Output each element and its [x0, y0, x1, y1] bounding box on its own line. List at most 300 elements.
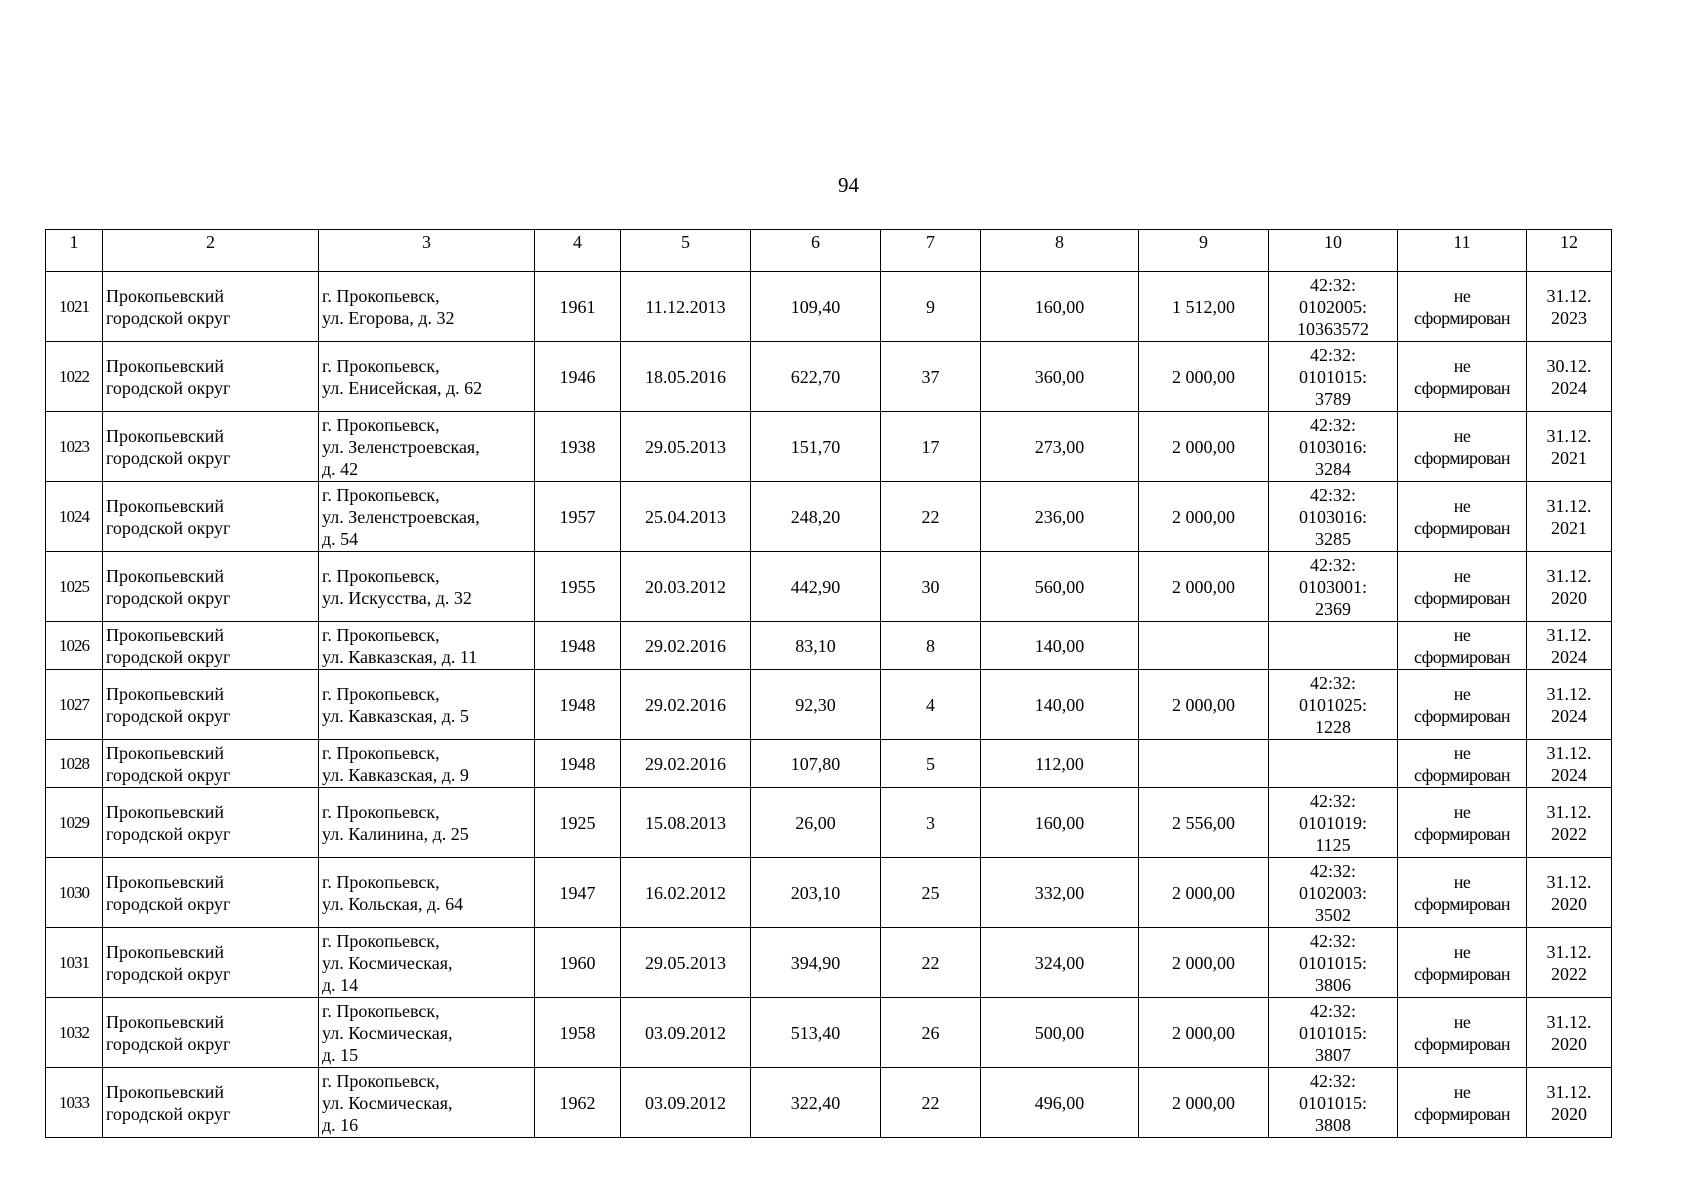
deadline-cell [1527, 622, 1612, 670]
deadline-cell-line: 2020 [1551, 1103, 1587, 1124]
municipality-cell-line: городской округ [106, 823, 231, 844]
cadastral-number-cell-line: 3502 [1315, 904, 1351, 925]
row-number: 1024 [46, 482, 103, 552]
status-cell-line: не [1453, 1081, 1471, 1102]
address-cell [319, 1068, 535, 1138]
cadastral-number-cell [1269, 1068, 1398, 1138]
column-9-cell: 2 000,00 [1139, 858, 1269, 928]
address-cell-line: г. Прокопьевск, [322, 1000, 440, 1021]
status-cell [1398, 788, 1527, 858]
column-9-cell: 2 000,00 [1139, 482, 1269, 552]
cadastral-number-cell-line: 42:32: [1309, 1000, 1356, 1021]
cadastral-number-cell-line: 0103016: [1298, 506, 1367, 527]
table-row [46, 788, 1612, 858]
area-cell: 83,10 [751, 622, 881, 670]
column-9-cell: 2 000,00 [1139, 412, 1269, 482]
status-cell-line: не [1453, 801, 1471, 822]
table-row [46, 740, 1612, 788]
municipality-cell [103, 928, 319, 998]
status-cell [1398, 670, 1527, 740]
address-cell [319, 552, 535, 622]
address-cell [319, 928, 535, 998]
column-8-cell: 160,00 [981, 788, 1139, 858]
municipality-cell-line: Прокопьевский [106, 495, 225, 516]
year-cell: 1958 [535, 998, 621, 1068]
residents-cell: 22 [881, 928, 981, 998]
address-cell-line: д. 15 [322, 1044, 359, 1065]
column-header: 8 [981, 230, 1139, 272]
column-8-cell: 496,00 [981, 1068, 1139, 1138]
column-8-cell: 160,00 [981, 272, 1139, 342]
column-9-cell [1139, 622, 1269, 670]
address-cell [319, 272, 535, 342]
municipality-cell-line: Прокопьевский [106, 1011, 225, 1032]
deadline-cell-line: 31.12. [1546, 285, 1592, 306]
address-cell [319, 858, 535, 928]
column-header: 4 [535, 230, 621, 272]
cadastral-number-cell-line: 42:32: [1309, 672, 1356, 693]
status-cell-line: сформирован [1414, 1103, 1510, 1124]
column-header: 6 [751, 230, 881, 272]
area-cell: 203,10 [751, 858, 881, 928]
column-8-cell: 140,00 [981, 670, 1139, 740]
cadastral-number-cell-line: 3808 [1315, 1114, 1351, 1135]
deadline-cell-line: 2022 [1551, 823, 1587, 844]
year-cell: 1925 [535, 788, 621, 858]
deadline-cell-line: 2022 [1551, 963, 1587, 984]
cadastral-number-cell [1269, 622, 1398, 670]
table-body [46, 272, 1612, 1138]
cadastral-number-cell-line: 42:32: [1309, 860, 1356, 881]
column-9-cell: 2 000,00 [1139, 552, 1269, 622]
status-cell-line: не [1453, 565, 1471, 586]
residents-cell: 8 [881, 622, 981, 670]
table-row [46, 670, 1612, 740]
cadastral-number-cell-line: 0103016: [1298, 436, 1367, 457]
municipality-cell [103, 482, 319, 552]
address-cell-line: ул. Искусства, д. 32 [322, 587, 472, 608]
address-cell-line: г. Прокопьевск, [322, 930, 440, 951]
area-cell: 442,90 [751, 552, 881, 622]
residents-cell: 25 [881, 858, 981, 928]
status-cell [1398, 1068, 1527, 1138]
municipality-cell-line: городской округ [106, 447, 231, 468]
address-cell-line: ул. Зеленстроевская, [322, 506, 480, 527]
deadline-cell-line: 2024 [1551, 764, 1587, 785]
cadastral-number-cell [1269, 928, 1398, 998]
date-cell: 15.08.2013 [621, 788, 751, 858]
column-9-cell: 1 512,00 [1139, 272, 1269, 342]
cadastral-number-cell-line: 3789 [1315, 388, 1351, 409]
address-cell-line: г. Прокопьевск, [322, 624, 440, 645]
residents-cell: 22 [881, 482, 981, 552]
deadline-cell-line: 31.12. [1546, 1081, 1592, 1102]
cadastral-number-cell-line: 42:32: [1309, 930, 1356, 951]
address-cell-line: д. 14 [322, 974, 359, 995]
status-cell-line: сформирован [1414, 447, 1510, 468]
year-cell: 1957 [535, 482, 621, 552]
municipality-cell [103, 342, 319, 412]
header-row [46, 230, 1612, 272]
municipality-cell-line: городской округ [106, 705, 231, 726]
status-cell [1398, 740, 1527, 788]
cadastral-number-cell [1269, 998, 1398, 1068]
deadline-cell [1527, 412, 1612, 482]
cadastral-number-cell-line: 42:32: [1309, 274, 1356, 295]
column-9-cell: 2 000,00 [1139, 928, 1269, 998]
municipality-cell-line: Прокопьевский [106, 941, 225, 962]
column-header: 2 [103, 230, 319, 272]
municipality-cell [103, 1068, 319, 1138]
deadline-cell [1527, 552, 1612, 622]
cadastral-number-cell [1269, 272, 1398, 342]
page-number: 94 [838, 173, 859, 197]
residents-cell: 17 [881, 412, 981, 482]
address-cell [319, 670, 535, 740]
status-cell-line: не [1453, 355, 1471, 376]
column-8-cell: 500,00 [981, 998, 1139, 1068]
address-cell-line: ул. Енисейская, д. 62 [322, 377, 483, 398]
cadastral-number-cell [1269, 342, 1398, 412]
area-cell: 26,00 [751, 788, 881, 858]
cadastral-number-cell-line: 42:32: [1309, 344, 1356, 365]
address-cell-line: г. Прокопьевск, [322, 414, 440, 435]
address-cell-line: ул. Космическая, [322, 952, 453, 973]
address-cell [319, 740, 535, 788]
year-cell: 1948 [535, 670, 621, 740]
status-cell-line: сформирован [1414, 377, 1510, 398]
area-cell: 622,70 [751, 342, 881, 412]
cadastral-number-cell-line: 0101015: [1298, 1092, 1367, 1113]
status-cell-line: не [1453, 941, 1471, 962]
cadastral-number-cell-line: 2369 [1315, 598, 1351, 619]
deadline-cell [1527, 342, 1612, 412]
address-cell [319, 482, 535, 552]
table-row [46, 412, 1612, 482]
cadastral-number-cell-line: 3285 [1315, 528, 1351, 549]
date-cell: 03.09.2012 [621, 1068, 751, 1138]
municipality-cell-line: городской округ [106, 517, 231, 538]
address-cell-line: ул. Кольская, д. 64 [322, 893, 464, 914]
address-cell-line: д. 16 [322, 1114, 359, 1135]
deadline-cell [1527, 272, 1612, 342]
year-cell: 1948 [535, 622, 621, 670]
deadline-cell [1527, 998, 1612, 1068]
address-cell [319, 412, 535, 482]
status-cell-line: не [1453, 871, 1471, 892]
row-number: 1026 [46, 622, 103, 670]
deadline-cell-line: 30.12. [1546, 355, 1592, 376]
status-cell [1398, 342, 1527, 412]
year-cell: 1962 [535, 1068, 621, 1138]
municipality-cell-line: Прокопьевский [106, 425, 225, 446]
column-header: 3 [319, 230, 535, 272]
column-8-cell: 236,00 [981, 482, 1139, 552]
status-cell-line: сформирован [1414, 963, 1510, 984]
year-cell: 1960 [535, 928, 621, 998]
residents-cell: 9 [881, 272, 981, 342]
status-cell-line: сформирован [1414, 587, 1510, 608]
column-8-cell: 560,00 [981, 552, 1139, 622]
status-cell-line: сформирован [1414, 1033, 1510, 1054]
municipality-cell [103, 272, 319, 342]
address-cell [319, 622, 535, 670]
status-cell [1398, 928, 1527, 998]
address-cell-line: г. Прокопьевск, [322, 285, 440, 306]
cadastral-number-cell-line: 0102003: [1298, 882, 1367, 903]
cadastral-number-cell-line: 3806 [1315, 974, 1351, 995]
deadline-cell [1527, 740, 1612, 788]
status-cell-line: сформирован [1414, 823, 1510, 844]
address-cell-line: г. Прокопьевск, [322, 484, 440, 505]
deadline-cell [1527, 1068, 1612, 1138]
deadline-cell [1527, 928, 1612, 998]
deadline-cell-line: 31.12. [1546, 1011, 1592, 1032]
deadline-cell-line: 2024 [1551, 646, 1587, 667]
column-header: 11 [1398, 230, 1527, 272]
date-cell: 03.09.2012 [621, 998, 751, 1068]
municipality-cell-line: городской округ [106, 1033, 231, 1054]
table-row [46, 622, 1612, 670]
status-cell-line: не [1453, 285, 1471, 306]
municipality-cell-line: Прокопьевский [106, 742, 225, 763]
cadastral-number-cell [1269, 412, 1398, 482]
municipality-cell [103, 552, 319, 622]
deadline-cell-line: 31.12. [1546, 683, 1592, 704]
cadastral-number-cell-line: 0102005: [1298, 296, 1367, 317]
deadline-cell [1527, 858, 1612, 928]
municipality-cell [103, 740, 319, 788]
address-cell-line: г. Прокопьевск, [322, 1070, 440, 1091]
cadastral-number-cell [1269, 552, 1398, 622]
status-cell [1398, 272, 1527, 342]
row-number: 1029 [46, 788, 103, 858]
column-9-cell [1139, 740, 1269, 788]
cadastral-number-cell-line: 42:32: [1309, 790, 1356, 811]
table-row [46, 272, 1612, 342]
table-row [46, 552, 1612, 622]
municipality-cell [103, 670, 319, 740]
deadline-cell-line: 31.12. [1546, 425, 1592, 446]
area-cell: 248,20 [751, 482, 881, 552]
address-cell-line: ул. Кавказская, д. 9 [322, 764, 469, 785]
year-cell: 1938 [535, 412, 621, 482]
column-header: 10 [1269, 230, 1398, 272]
residents-cell: 3 [881, 788, 981, 858]
deadline-cell [1527, 482, 1612, 552]
cadastral-number-cell-line: 0101015: [1298, 366, 1367, 387]
cadastral-number-cell-line: 1228 [1315, 716, 1351, 737]
status-cell [1398, 858, 1527, 928]
deadline-cell-line: 2021 [1551, 447, 1587, 468]
residents-cell: 22 [881, 1068, 981, 1138]
cadastral-number-cell-line: 10363572 [1297, 318, 1369, 339]
column-8-cell: 360,00 [981, 342, 1139, 412]
status-cell [1398, 482, 1527, 552]
cadastral-number-cell [1269, 858, 1398, 928]
housing-registry-table [45, 229, 1612, 1138]
table-row [46, 342, 1612, 412]
status-cell-line: не [1453, 624, 1471, 645]
municipality-cell-line: Прокопьевский [106, 624, 225, 645]
cadastral-number-cell-line: 42:32: [1309, 484, 1356, 505]
municipality-cell-line: Прокопьевский [106, 355, 225, 376]
area-cell: 513,40 [751, 998, 881, 1068]
deadline-cell [1527, 670, 1612, 740]
column-header: 5 [621, 230, 751, 272]
residents-cell: 5 [881, 740, 981, 788]
cadastral-number-cell-line: 0103001: [1298, 576, 1367, 597]
cadastral-number-cell-line: 3807 [1315, 1044, 1351, 1065]
address-cell-line: ул. Зеленстроевская, [322, 436, 480, 457]
deadline-cell-line: 2023 [1551, 307, 1587, 328]
cadastral-number-cell [1269, 740, 1398, 788]
address-cell-line: ул. Калинина, д. 25 [322, 823, 469, 844]
address-cell-line: ул. Кавказская, д. 11 [322, 646, 478, 667]
address-cell-line: ул. Космическая, [322, 1022, 453, 1043]
column-header: 12 [1527, 230, 1612, 272]
municipality-cell-line: городской округ [106, 307, 231, 328]
deadline-cell-line: 31.12. [1546, 871, 1592, 892]
municipality-cell-line: Прокопьевский [106, 683, 225, 704]
column-9-cell: 2 000,00 [1139, 1068, 1269, 1138]
area-cell: 109,40 [751, 272, 881, 342]
cadastral-number-cell-line: 3284 [1315, 458, 1351, 479]
year-cell: 1947 [535, 858, 621, 928]
column-9-cell: 2 000,00 [1139, 670, 1269, 740]
residents-cell: 30 [881, 552, 981, 622]
date-cell: 29.02.2016 [621, 622, 751, 670]
row-number: 1033 [46, 1068, 103, 1138]
row-number: 1021 [46, 272, 103, 342]
column-8-cell: 332,00 [981, 858, 1139, 928]
address-cell-line: г. Прокопьевск, [322, 355, 440, 376]
table-row [46, 998, 1612, 1068]
residents-cell: 37 [881, 342, 981, 412]
municipality-cell-line: Прокопьевский [106, 871, 225, 892]
area-cell: 107,80 [751, 740, 881, 788]
address-cell-line: г. Прокопьевск, [322, 683, 440, 704]
status-cell [1398, 552, 1527, 622]
column-8-cell: 112,00 [981, 740, 1139, 788]
municipality-cell [103, 788, 319, 858]
table-row [46, 1068, 1612, 1138]
municipality-cell-line: городской округ [106, 893, 231, 914]
cadastral-number-cell [1269, 788, 1398, 858]
table-row [46, 858, 1612, 928]
municipality-cell-line: Прокопьевский [106, 565, 225, 586]
cadastral-number-cell-line: 0101025: [1298, 694, 1367, 715]
municipality-cell-line: городской округ [106, 1103, 231, 1124]
date-cell: 25.04.2013 [621, 482, 751, 552]
date-cell: 29.02.2016 [621, 670, 751, 740]
row-number: 1028 [46, 740, 103, 788]
municipality-cell-line: городской округ [106, 764, 231, 785]
date-cell: 29.02.2016 [621, 740, 751, 788]
date-cell: 20.03.2012 [621, 552, 751, 622]
cadastral-number-cell [1269, 482, 1398, 552]
status-cell-line: сформирован [1414, 705, 1510, 726]
date-cell: 11.12.2013 [621, 272, 751, 342]
status-cell-line: сформирован [1414, 893, 1510, 914]
column-8-cell: 140,00 [981, 622, 1139, 670]
address-cell-line: г. Прокопьевск, [322, 871, 440, 892]
year-cell: 1948 [535, 740, 621, 788]
municipality-cell [103, 622, 319, 670]
area-cell: 394,90 [751, 928, 881, 998]
municipality-cell-line: городской округ [106, 587, 231, 608]
cadastral-number-cell-line: 0101015: [1298, 1022, 1367, 1043]
status-cell [1398, 412, 1527, 482]
row-number: 1022 [46, 342, 103, 412]
address-cell-line: г. Прокопьевск, [322, 801, 440, 822]
cadastral-number-cell-line: 1125 [1315, 834, 1351, 855]
address-cell-line: ул. Космическая, [322, 1092, 453, 1113]
status-cell [1398, 998, 1527, 1068]
status-cell-line: сформирован [1414, 764, 1510, 785]
year-cell: 1955 [535, 552, 621, 622]
status-cell-line: не [1453, 683, 1471, 704]
deadline-cell-line: 31.12. [1546, 624, 1592, 645]
municipality-cell-line: городской округ [106, 963, 231, 984]
row-number: 1025 [46, 552, 103, 622]
deadline-cell-line: 31.12. [1546, 565, 1592, 586]
year-cell: 1961 [535, 272, 621, 342]
row-number: 1030 [46, 858, 103, 928]
area-cell: 92,30 [751, 670, 881, 740]
deadline-cell-line: 2020 [1551, 1033, 1587, 1054]
deadline-cell-line: 2021 [1551, 517, 1587, 538]
cadastral-number-cell [1269, 670, 1398, 740]
deadline-cell [1527, 788, 1612, 858]
deadline-cell-line: 31.12. [1546, 742, 1592, 763]
row-number: 1032 [46, 998, 103, 1068]
column-header: 7 [881, 230, 981, 272]
date-cell: 18.05.2016 [621, 342, 751, 412]
status-cell-line: не [1453, 495, 1471, 516]
municipality-cell [103, 412, 319, 482]
address-cell [319, 342, 535, 412]
date-cell: 29.05.2013 [621, 928, 751, 998]
address-cell-line: д. 54 [322, 528, 359, 549]
address-cell-line: ул. Егорова, д. 32 [322, 307, 455, 328]
status-cell [1398, 622, 1527, 670]
address-cell-line: г. Прокопьевск, [322, 742, 440, 763]
deadline-cell-line: 2024 [1551, 705, 1587, 726]
municipality-cell [103, 858, 319, 928]
date-cell: 16.02.2012 [621, 858, 751, 928]
column-8-cell: 273,00 [981, 412, 1139, 482]
area-cell: 151,70 [751, 412, 881, 482]
municipality-cell-line: Прокопьевский [106, 1081, 225, 1102]
address-cell-line: д. 42 [322, 458, 359, 479]
cadastral-number-cell-line: 42:32: [1309, 554, 1356, 575]
row-number: 1031 [46, 928, 103, 998]
municipality-cell-line: Прокопьевский [106, 285, 225, 306]
row-number: 1023 [46, 412, 103, 482]
column-8-cell: 324,00 [981, 928, 1139, 998]
address-cell-line: ул. Кавказская, д. 5 [322, 705, 469, 726]
column-header: 1 [46, 230, 103, 272]
cadastral-number-cell-line: 0101015: [1298, 952, 1367, 973]
municipality-cell-line: Прокопьевский [106, 801, 225, 822]
deadline-cell-line: 31.12. [1546, 495, 1592, 516]
status-cell-line: сформирован [1414, 646, 1510, 667]
status-cell-line: не [1453, 1011, 1471, 1032]
address-cell-line: г. Прокопьевск, [322, 565, 440, 586]
table-row [46, 928, 1612, 998]
column-9-cell: 2 000,00 [1139, 342, 1269, 412]
